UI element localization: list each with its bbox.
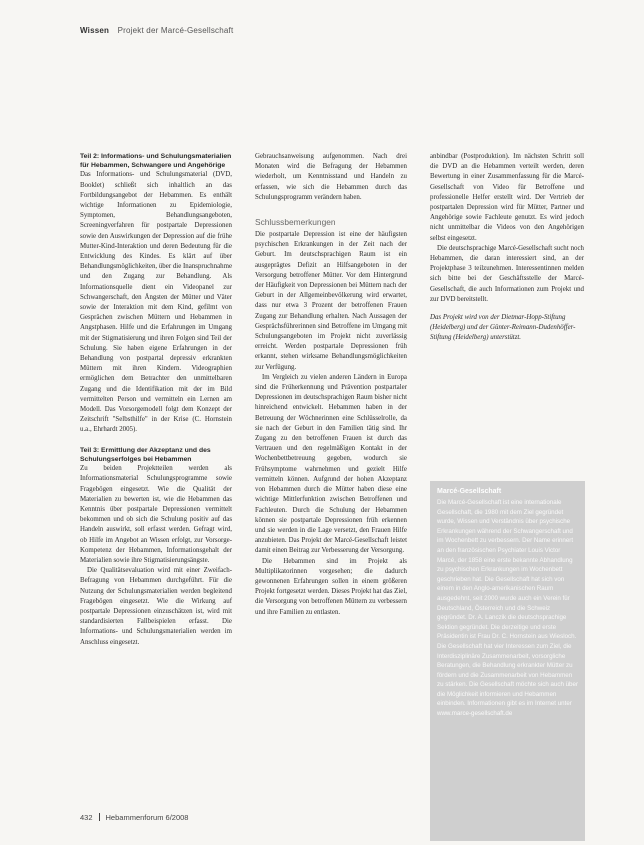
paragraph: Das Informations- und Schulungsmaterial (DVD, Booklet) schließt sich inhaltlich an das Fortbildungsangebot der Hebammen. Es enthält wichtige Informationen zu Epidemiologie, Symptomen, Behandlungsangeboten, Screeningverfahren für postpartale Depressionen sowie den Auswirkungen der Depression auf die frühe Mutter-Kind-Interaktion und deren Bedeutung für die Entwicklung des Kindes. Es klärt auf über Behandlungsmöglichkeiten, über die Inanspruchnahme und den Zugang zur Behandlung. Als Informationsquelle dient ein Videopanel zur Schwangerschaft, den Ängsten der Mütter und Väter sowie der Interaktion mit dem Kind, gefilmt von Gesprächen zwischen Müttern und Hebammen in Angstphasen. Hilfe und die Erfahrungen im Umgang mit der Stigmatisierung und ihren Folgen sind Teil der Schulung. Sie haben eigene Erfahrungen in der Behandlung von postpartal depressiv erkrankten Müttern mit ihren Kindern. Videographien ermöglichen dem Betrachter den unmittelbaren Zugang und die Identifikation mit der im Bild vermittelten Person und vermitteln ein Lernen am Modell. Das Vorsorgemodell folgt dem Konzept der Zeitschrift "Selbsthilfe" in der Krise (C. Hornstein u.a., Ehrhardt 2005). — [80, 171, 232, 434]
header-section: Wissen — [80, 26, 110, 35]
column-2 — [255, 152, 407, 618]
paragraph: Gebrauchsanweisung aufgenommen. Nach drei Monaten wird die Befragung der Hebammen wiederholt, um Kenntnisstand und Handeln zu erfassen, wie sich die Hebammen durch das Schulungsprogramm verändern haben. — [255, 153, 407, 201]
header-title: Projekt der Marcé-Gesellschaft — [117, 26, 234, 35]
subheading-part-2: Teil 2: Informations- und Schulungsmaterialien für Hebammen, Schwangere und Angehörige — [80, 153, 232, 170]
info-box — [430, 481, 585, 841]
info-box-paragraph: Die Gesellschaft hat vier Interessen zum Ziel, die Interdisziplinäre Zusammenarbeit, vorsorgliche Beratungen, die Behandlung erkrankter Mütter zu fördern und die Zusammenarbeit von Hebammen zu stärken. Die Gesellschaft möchte sich auch über die Möglichkeit informieren und Hebammen einbinden. Informationen gibt es im Internet unter www.marce-gesellschaft.de — [437, 642, 579, 718]
journal-name: Hebammenforum 6/2008 — [105, 813, 189, 822]
column-3 — [430, 152, 584, 344]
subheading-part-3: Teil 3: Ermittlung der Akzeptanz und des Schulungserfolges bei Hebammen — [80, 446, 211, 463]
paragraph: Die Hebammen sind im Projekt als Multiplikatorinnen vorgesehen; die dadurch gewonnenen Erfahrungen sollen in einem größeren Projekt fortgesetzt werden. Dieses Projekt hat das Ziel, die Versorgung von betroffenen Müttern zu verbessern und ihre Familien zu entlasten. — [255, 557, 407, 616]
paragraph: Die Qualitätsevaluation wird mit einer Zweifach-Befragung von Hebammen durchgeführt. Für die Nutzung der Schulungsmaterialien werden begleitend Fragebögen eingesetzt. Wie die Wirkung auf postpartale Depressionen einzuschätzen ist, wird mit standardisierten Fallbeispielen erfasst. Die Informations- und Schulungsmaterialien werden im Anschluss eingesetzt. — [80, 567, 232, 646]
section-title: Schlussbemerkungen — [255, 217, 336, 228]
page-footer — [80, 813, 188, 822]
paragraph: Die deutschsprachige Marcé-Gesellschaft sucht noch Hebammen, die daran interessiert sind, an der Projektphase 3 teilzunehmen. Interessentinnen melden sich bitte bei der Geschäftsstelle der Marcé-Gesellschaft, die auch Informationen zum Projekt und zur DVD bereitstellt. — [430, 244, 584, 303]
footer-divider — [99, 813, 100, 821]
page-number: 432 — [80, 813, 93, 822]
column-1 — [80, 152, 232, 648]
paragraph: anbindbar (Postproduktion). Im nächsten Schritt soll die DVD an die Hebammen verteilt werden, deren Bewertung in einer Zusammenfassung für die Marcé-Gesellschaft von Video für Betroffene und professionelle Helfer erstellt wird. Der Vertrieb der postpartalen Depression wird für Mütter, Partner und Angehörige sowie Fachleute genutzt. Es wird jedoch nicht unmittelbar die Videos von den Angehörigen selbst eingesetzt. — [430, 153, 584, 242]
running-header — [80, 26, 233, 35]
paragraph: Im Vergleich zu vielen anderen Ländern in Europa sind die Früherkennung und Prävention postpartaler Depressionen im deutschsprachigen Raum bisher nicht hinreichend entwickelt. Hebammen haben in der Betreuung der Wöchnerinnen eine Schlüsselrolle, da sie nach der Geburt in den Familien tätig sind. Ihr Zugang zu den betroffenen Frauen ist durch das Vertrauen und den regelmäßigen Kontakt in der Wochenbettbetreuung gegeben, wodurch sie Frühsymptome wahrnehmen und gezielt Hilfe vermitteln können. Aufgrund der hohen Akzeptanz von Hebammen durch die Mütter haben diese eine wichtige Mittlerfunktion zwischen Betroffenen und Fachleuten. Durch die Schulung der Hebammen können sie postpartale Depressionen früh erkennen und sie werden in die Lage versetzt, den Frauen Hilfe anzubieten. Das Projekt der Marcé-Gesellschaft leistet damit einen Beitrag zur Verbesserung der Versorgung. — [255, 373, 407, 555]
info-box-title: Marcé-Gesellschaft — [437, 488, 502, 495]
info-box-paragraph: Die Marcé-Gesellschaft ist eine internationale Gesellschaft, die 1980 mit dem Ziel gegründet wurde, Wissen und Verständnis über psychische Erkrankungen während der Schwangerschaft und im Wochenbett zu verbessern. Der Name erinnert an den französischen Psychiater Louis Victor Marcé, der 1858 eine erste bekannte Abhandlung zu psychischen Erkrankungen im Wochenbett geschrieben hat. Die Gesellschaft hat sich von einem in den Anglo-amerikanischen Raum ausgedehnt, seit 2000 wurde auch ein Verein für Deutschland, Österreich und die Schweiz gegründet. Dr. A. Lanczik die deutschsprachige Sektion gegründet. Die derzeitige und erste Präsidentin ist Frau Dr. C. Hornstein aus Wiesloch. — [437, 499, 577, 641]
paragraph: Zu beiden Projektteilen werden als Informationsmaterial Schulungsprogramme sowie Fragebögen eingesetzt. Wie die Qualität der Materialien zu bewerten ist, wie die Hebammen das Kenntnis über postpartale Depressionen vermittelt bekommen und ob sich die Schulung positiv auf das Handeln auswirkt, soll erfasst werden. Gefragt wird, ob Hilfe im Angebot an Wissen erfolgt, zur Vorsorge-Kompetenz der Hebammen, Informationsgehalt der Materialien sowie ihre Stigmatisierungsängste. — [80, 465, 232, 564]
funding-credit: Das Projekt wird von der Dietmar-Hopp-Stiftung (Heidelberg) und der Günter-Reimann-Dudenhöffer-Stiftung (Heidelberg) unterstützt. — [430, 314, 576, 342]
paragraph: Die postpartale Depression ist eine der häufigsten psychischen Erkrankungen in der Zeit nach der Geburt. Im deutschsprachigen Raum ist ein ausgeprägtes Defizit an Hilfsangeboten in der Versorgung betroffener Mütter. Vor dem Hintergrund der Häufigkeit von Depressionen bei Müttern nach der Geburt in der Allgemeinbevölkerung wird erwartet, dass nur etwa 3 Prozent der betroffenen Frauen Zugang zur Behandlung erhalten. Nach Aussagen der Gesprächsführerinnen sind Betroffene im Umgang mit Schulungsangeboten im Projekt nicht zuverlässig erreicht. Werden postpartale Depressionen früh erkannt, stehen wirksame Behandlungsmöglichkeiten zur Verfügung. — [255, 231, 407, 371]
